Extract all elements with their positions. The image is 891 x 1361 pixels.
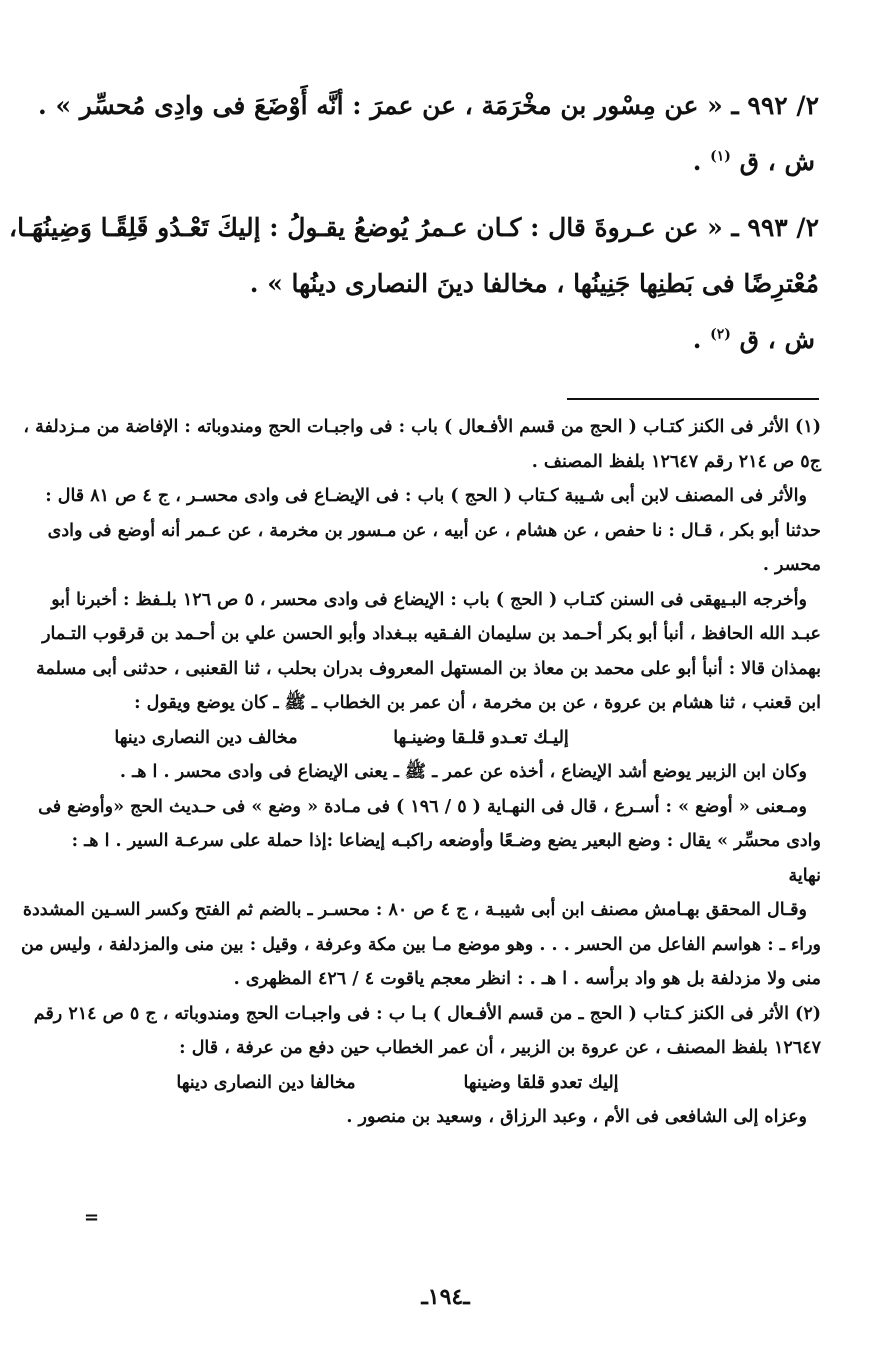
source-993-text: ش ، ق xyxy=(739,325,815,354)
footnote-line: وادى محسِّر » يقال : وضع البعير يضع وضـعًا وأوضعه راكبـه إيضاعا :إذا حملة على سرعـة السير . ا هـ : xyxy=(71,831,821,851)
source-993 xyxy=(40,312,819,368)
footnote-line: منى ولا مزدلفة بل هو واد برأسه . ا هـ . : انظر معجم ياقوت ٤ / ٤٢٦ المظهرى . xyxy=(233,969,821,989)
footnote-line: وكان ابن الزبير يوضع أشد الإيضاع ، أخذه عن عمر ـ ﷺ ـ يعنى الإيضاع فى وادى محسر . ا هـ . xyxy=(119,762,807,782)
page-number: ـ١٩٤ـ xyxy=(421,1284,470,1310)
source-992-end: . xyxy=(692,147,711,176)
footnote-line: وقـال المحقق بهـامش مصنف ابن أبى شيبـة ، ج ٤ ص ٨٠ : محسـر ـ بالضم ثم الفتح وكسر السـين المشددة xyxy=(22,900,807,920)
source-992 xyxy=(40,134,819,190)
verse-1-first-hemistich: إليـك تعـدو قلـقا وضينـها xyxy=(393,727,569,748)
footnote-ref-1: (١) xyxy=(710,148,731,165)
athar-993-line-2: مُعْترِضًا فى بَطنِها جَنِينُها ، مخالفا دينَ النصارى دينُها » . xyxy=(249,269,819,298)
footnote-ref-2: (٢) xyxy=(710,326,731,343)
footnote-line: وراء ـ : هواسم الفاعل من الحسر . . . وهو موضع مـا بين مكة وعرفة ، وقيل : بين منى والمزدلفة ، وليس من xyxy=(20,934,821,955)
footnote-line: محسر . xyxy=(762,555,821,575)
footnote-line: حدثنا أبو بكر ، قـال : نا حفص ، عن هشام ، عن أبيه ، عن مـسور بن مخرمة ، عن عـمر أنه أوضع فى وادى xyxy=(47,520,821,541)
footnotes xyxy=(20,410,821,1135)
athar-992: ٢/ ٩٩٢ ـ « عن مِسْور بن مخْرَمَة ، عن عمرَ : أنَّه أَوْضَعَ فى وادِى مُحسِّر » . xyxy=(38,91,819,120)
athar-993-line-1: ٢/ ٩٩٣ ـ « عن عـروةَ قال : كـان عـمرُ يُوضعُ يقـولُ : إليكَ تَعْـدُو قَلِقًـا وَضِينُهَـا، xyxy=(9,213,819,242)
footnote-line: بهمذان قالا : أنبأ أبو على محمد بن معاذ بن المستهل المعروف بدران بحلب ، ثنا القعنبى ، حدثنى أبى مسلمة xyxy=(36,658,821,679)
main-text xyxy=(9,78,819,368)
footnote-line: (٢) الأثر فى الكنز كـتاب ( الحج ـ من قسم الأفـعال ) بـا ب : فى واجبـات الحج ومندوباته ، ج ٥ ص ٢١٤ رقم xyxy=(33,1003,821,1024)
verse-2-first-hemistich: إليك تعدو قلقا وضينها xyxy=(463,1072,619,1093)
footnote-line: نهاية xyxy=(788,865,821,886)
footnote-separator xyxy=(567,398,819,400)
verse-1-second-hemistich: مخالف دين النصارى دينها xyxy=(114,727,298,748)
footnote-line: والأثر فى المصنف لابن أبى شـيبة كـتاب ( الحج ) باب : فى الإيضـاع فى وادى محسـر ، ج ٤ ص ٨١ قال : xyxy=(45,486,807,506)
footnote-line: ١٢٦٤٧ بلفظ المصنف ، عن عروة بن الزبير ، أن عمر الخطاب حين دفع من عرفة ، قال : xyxy=(179,1038,821,1058)
footnote-line: وأخرجه البـيهقى فى السنن كتـاب ( الحج ) باب : الإيضاع فى وادى محسر ، ٥ ص ١٢٦ بلـفظ : أخبرنا أبو xyxy=(51,589,807,610)
source-993-end: . xyxy=(692,325,711,354)
footnote-line: ابن قعنب ، ثنا هشام بن عروة ، عن بن مخرمة ، أن عمر بن الخطاب ـ ﷺ ـ كان يوضع ويقول : xyxy=(134,693,821,713)
footnote-line: ج٥ ص ٢١٤ رقم ١٢٦٤٧ بلفظ المصنف . xyxy=(531,451,821,472)
footnote-line: (١) الأثر فى الكنز كتـاب ( الحج من قسم الأفـعال ) باب : فى واجبـات الحج ومندوباته : الإفاضة من مـزدلفة ، xyxy=(23,417,821,437)
footnote-line: عبـد الله الحافظ ، أنبأ أبو بكر أحـمد بن سليمان الفـقيه ببـغداد وأبو الحسن علي بن أحـمد بن قرقوب التـمار xyxy=(42,624,821,644)
verse-1 xyxy=(44,721,821,756)
footnote-line: وعزاه إلى الشافعى فى الأم ، وعبد الرزاق ، وسعيد بن منصور . xyxy=(346,1107,807,1127)
source-992-text: ش ، ق xyxy=(739,147,815,176)
verse-2-second-hemistich: مخالفا دين النصارى دينها xyxy=(176,1072,356,1093)
equals-mark: = xyxy=(84,1207,100,1228)
footnote-line: ومـعنى « أوضع » : أسـرع ، قال فى النهـاية ( ٥ / ١٩٦ ) فى مـادة « وضع » فى حـديث الحج «وأوضع فى xyxy=(38,796,807,817)
verse-2 xyxy=(44,1066,821,1101)
